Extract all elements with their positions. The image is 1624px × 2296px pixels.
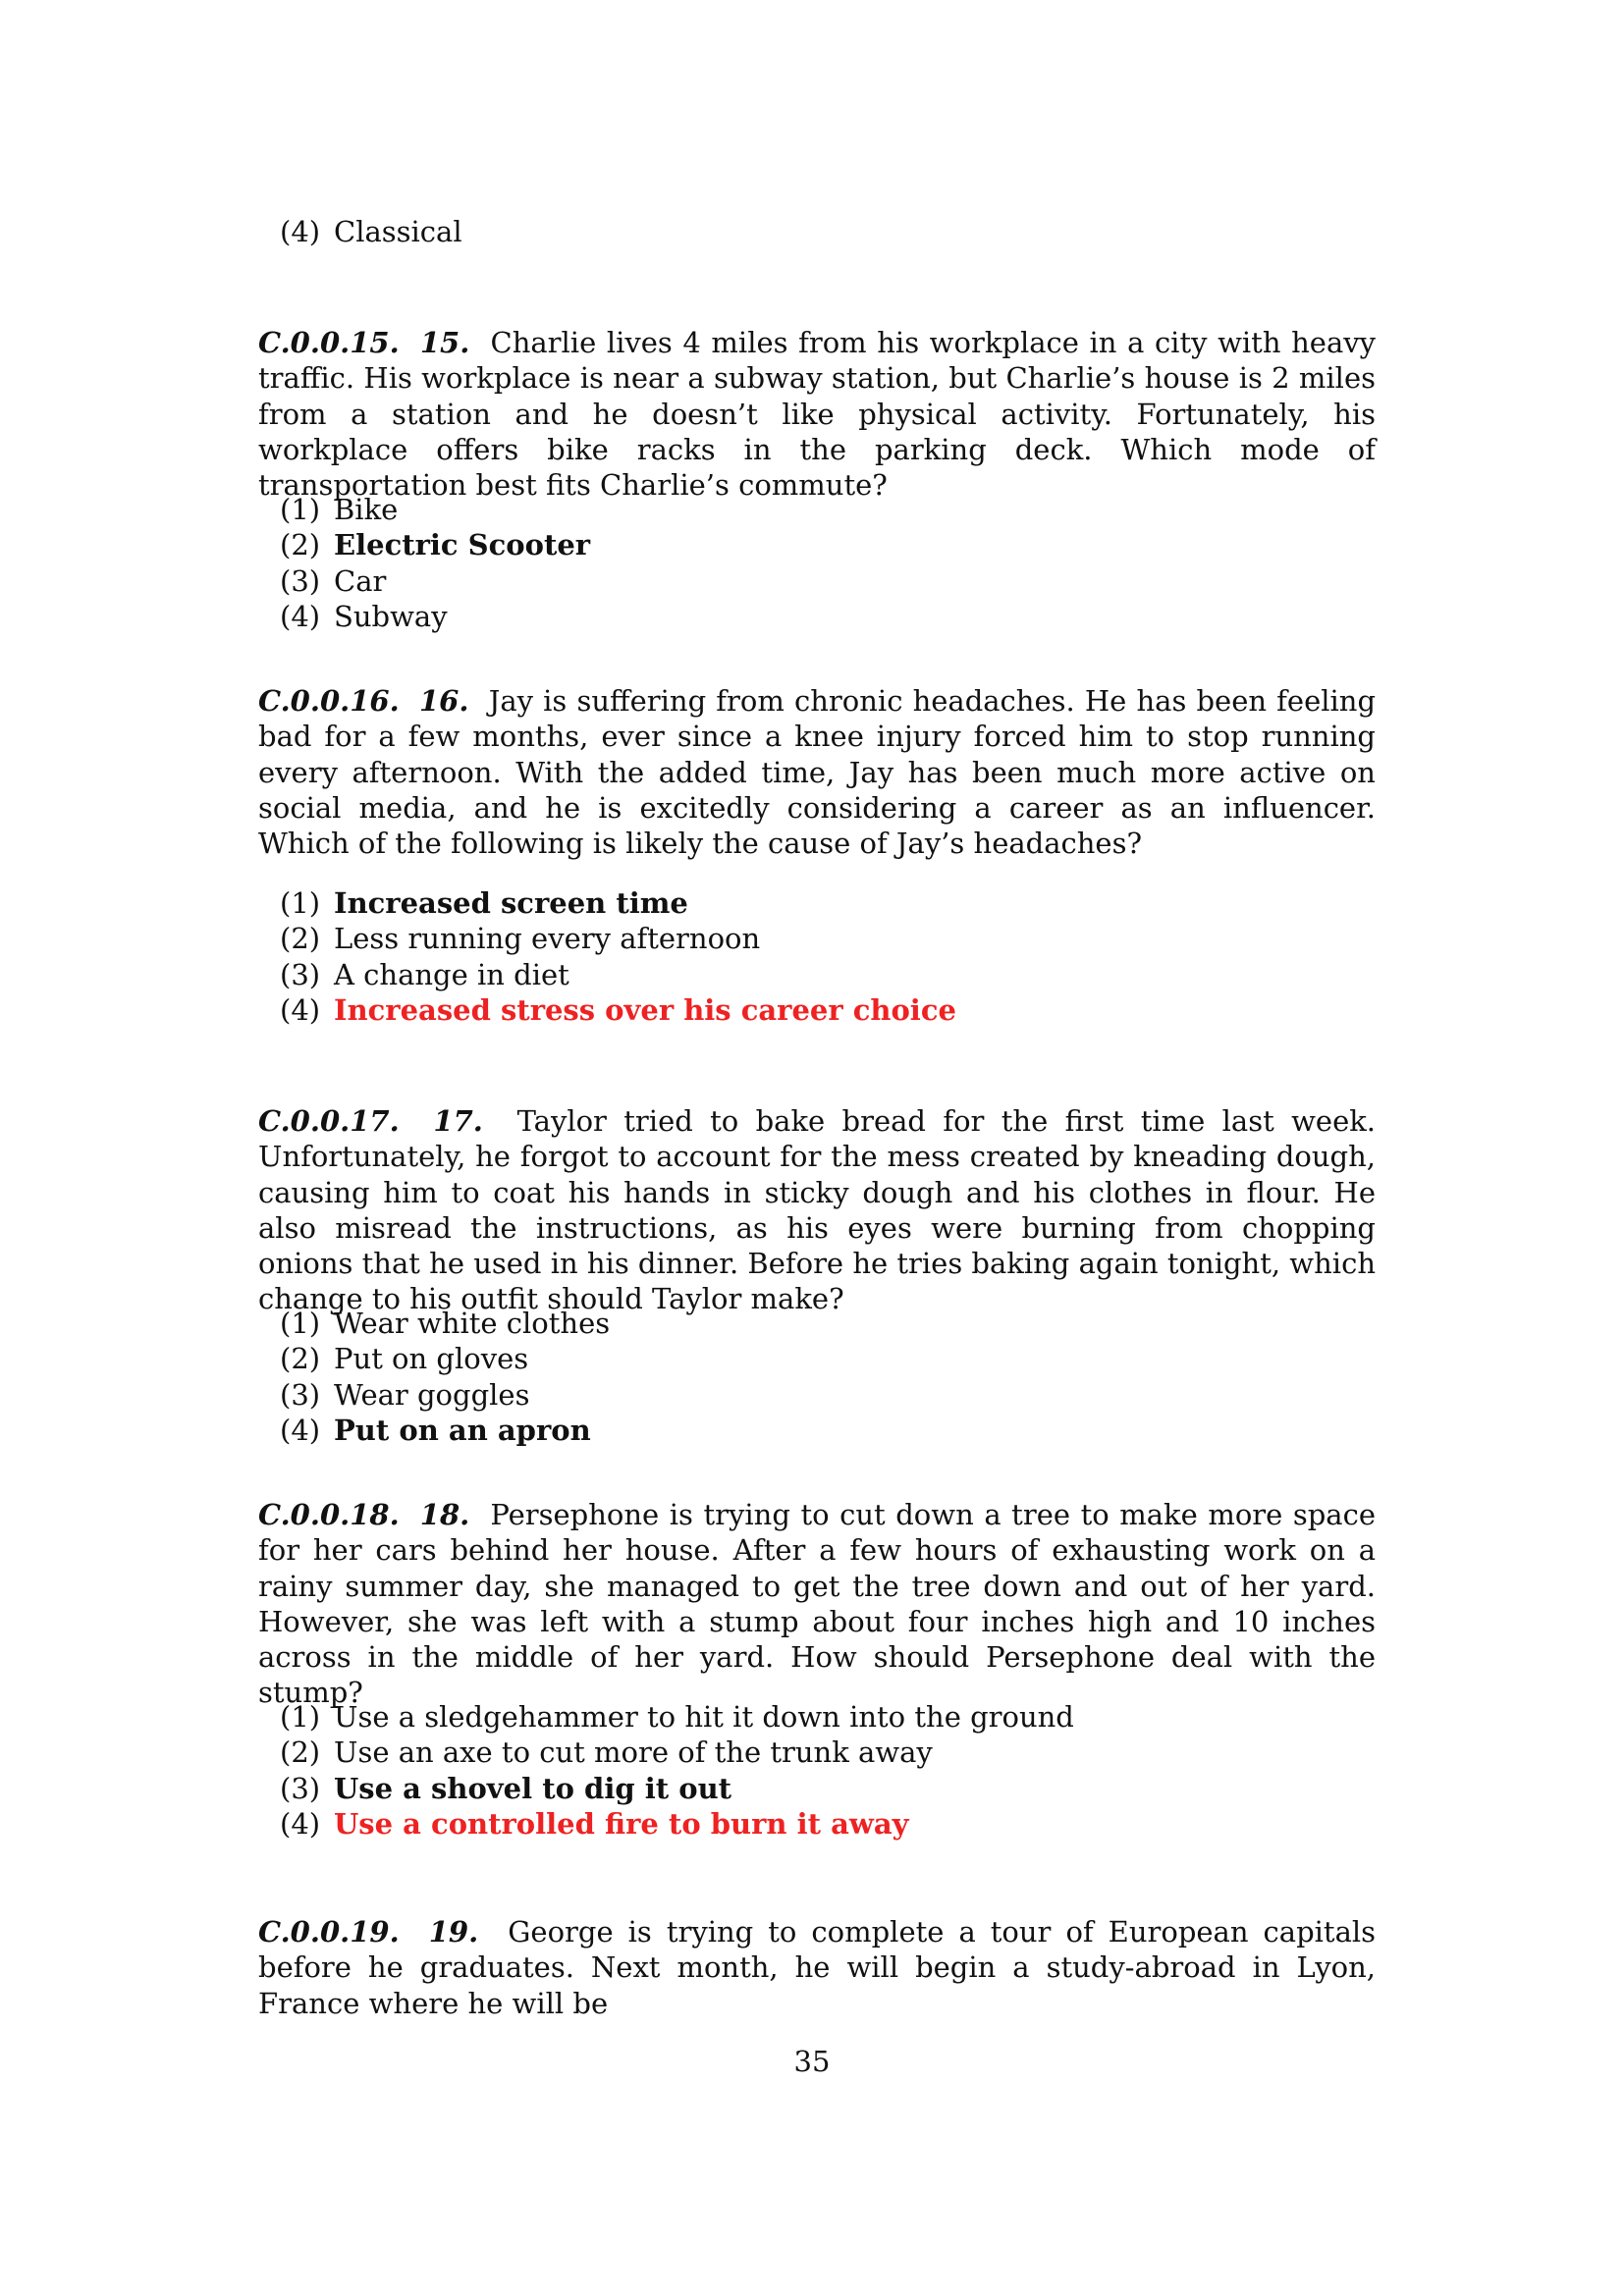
option-item-wrong: (4) Use a controlled fire to burn it away [280,1806,909,1841]
question-17 [258,1103,1376,1317]
question-number: 19. [428,1915,479,1949]
option-item: (2) Put on gloves [280,1342,529,1376]
question-text: Jay is suffering from chronic headaches. He has been feeling bad for a few months, ever since a knee injury forced him to stop running every afternoon. With the added time, Jay has been much more active on social media, and he is excitedly considering a career as an influencer. Which of the following is likely the cause of Jay’s headaches? [258,684,1377,861]
question-text: Persephone is trying to cut down a tree to make more space for her cars behind her house. After a few hours of exhausting work on a rainy summer day, she managed to get the tree down and out of her yard. However, she was left with a stump about four inches high and 10 inches across in the middle of her yard. How should Persephone deal with the stump? [258,1498,1377,1710]
option-list [280,1699,1074,1842]
option-item-correct: (4) Put on an apron [280,1413,591,1447]
question-id: C.0.0.18. [258,1498,400,1531]
page-number: 35 [793,2045,831,2078]
question-number: 17. [433,1104,483,1138]
question-15 [258,325,1376,503]
option-item: (3) A change in diet [280,957,569,991]
question-text: Charlie lives 4 miles from his workplace in a city with heavy traffic. His workplace is near a subway station, but Charlie’s house is 2 miles from a station and he doesn’t like physical activity. Fortunately, his workplace offers bike racks in the parking deck. Which mode of transportation best fits Charlie’s commute? [258,326,1377,503]
option-list [280,214,462,249]
option-list [280,1306,610,1448]
question-id: C.0.0.15. [258,326,400,359]
option-item: (1) Bike [280,493,399,526]
question-id: C.0.0.17. [258,1104,400,1138]
question-number: 16. [418,684,469,718]
option-item: (1) Use a sledgehammer to hit it down into the ground [280,1700,1074,1734]
option-item: (3) Wear goggles [280,1377,530,1412]
question-number: 18. [419,1498,470,1531]
option-item: (4) Classical [280,215,462,248]
option-item: (1) Wear white clothes [280,1307,611,1340]
option-item: (2) Less running every afternoon [280,922,761,956]
question-text: George is trying to complete a tour of European capitals before he graduates. Next month, he will begin a study-abroad in Lyon, France where he will be [258,1915,1377,2020]
option-item: (2) Use an axe to cut more of the trunk away [280,1735,933,1770]
question-18 [258,1497,1376,1711]
question-19 [258,1914,1376,2021]
option-item-wrong: (4) Increased stress over his career choice [280,992,956,1027]
question-id: C.0.0.16. [258,684,400,718]
option-list [280,885,956,1028]
option-item: (3) Car [280,563,387,598]
option-item-correct: (1) Increased screen time [280,886,688,920]
option-item-correct: (3) Use a shovel to dig it out [280,1771,732,1805]
question-number: 15. [419,326,470,359]
option-list [280,492,590,634]
question-id: C.0.0.19. [258,1915,400,1949]
question-text: Taylor tried to bake bread for the first time last week. Unfortunately, he forgot to account for the mess created by kneading dough, causing him to coat his hands in sticky dough and his clothes in flour. He also misread the instructions, as his eyes were burning from chopping onions that he used in his dinner. Before he tries baking again tonight, which change to his outfit should Taylor make? [258,1104,1377,1316]
option-item-correct: (2) Electric Scooter [280,528,591,562]
option-item: (4) Subway [280,599,448,633]
question-16 [258,683,1376,861]
